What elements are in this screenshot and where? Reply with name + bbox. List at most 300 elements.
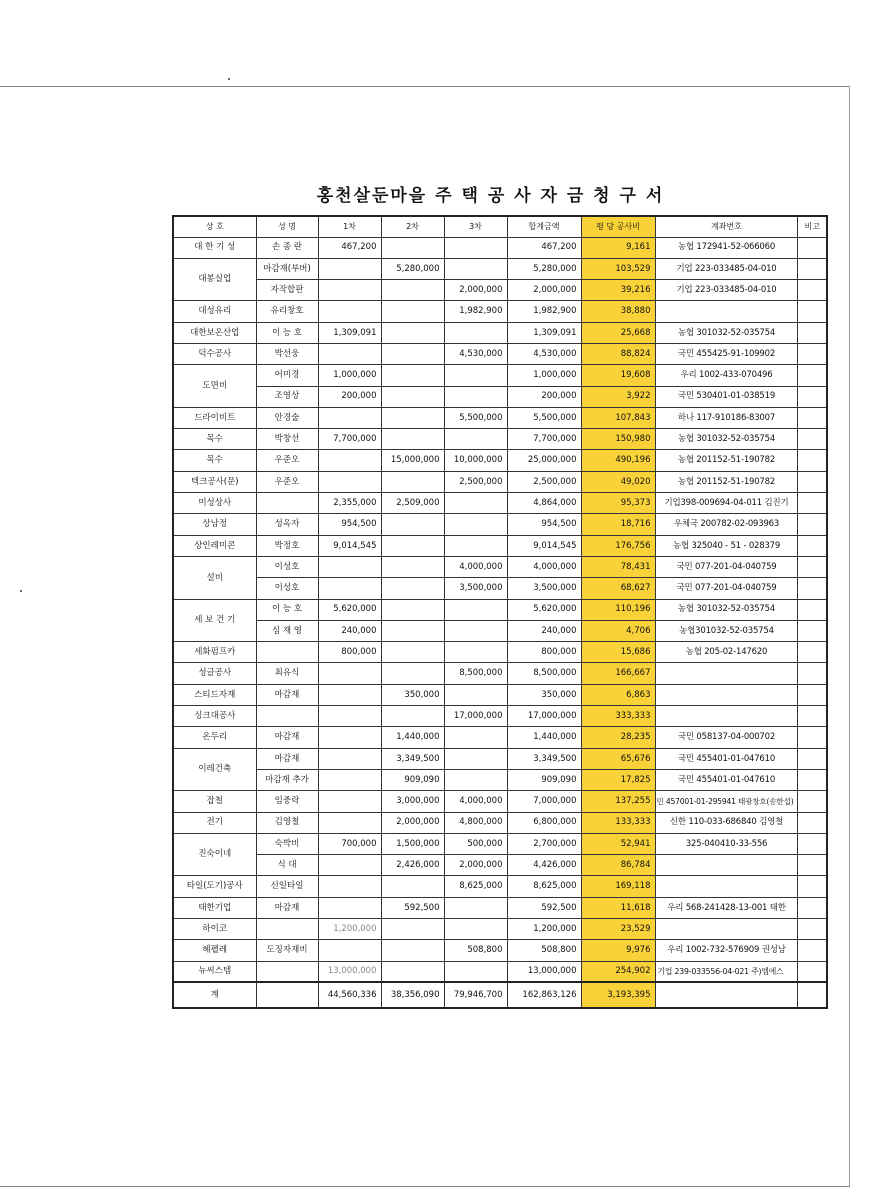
third-cell: 5,500,000 bbox=[444, 407, 507, 428]
total-cell: 17,000,000 bbox=[507, 706, 581, 727]
company-cell: 상인레미콘 bbox=[173, 535, 256, 556]
header-third: 3차 bbox=[444, 216, 507, 237]
account-cell: 국민 530401-01-038519 bbox=[655, 386, 798, 407]
per-pyeong-cell: 86,784 bbox=[581, 855, 655, 876]
table-row bbox=[173, 855, 827, 876]
second-cell bbox=[381, 343, 444, 364]
second-cell: 2,426,000 bbox=[381, 855, 444, 876]
table-row bbox=[173, 897, 827, 918]
first-cell bbox=[318, 706, 381, 727]
name-cell: 숙박비 bbox=[256, 833, 318, 854]
third-cell bbox=[444, 919, 507, 940]
first-cell: 800,000 bbox=[318, 642, 381, 663]
remark-cell bbox=[798, 343, 827, 364]
per-pyeong-cell: 150,980 bbox=[581, 429, 655, 450]
remark-cell bbox=[798, 961, 827, 982]
account-cell bbox=[655, 919, 798, 940]
remark-cell bbox=[798, 556, 827, 577]
third-cell bbox=[444, 620, 507, 641]
per-pyeong-cell: 52,941 bbox=[581, 833, 655, 854]
company-cell: 타일(도기)공사 bbox=[173, 876, 256, 897]
company-cell: 드라이비트 bbox=[173, 407, 256, 428]
company-cell: 상남정 bbox=[173, 514, 256, 535]
scan-top-border bbox=[0, 86, 850, 87]
per-pyeong-cell: 25,668 bbox=[581, 322, 655, 343]
per-pyeong-cell: 333,333 bbox=[581, 706, 655, 727]
first-cell: 7,700,000 bbox=[318, 429, 381, 450]
table-row bbox=[173, 343, 827, 364]
remark-cell bbox=[798, 748, 827, 769]
totals-label: 계 bbox=[173, 982, 256, 1008]
company-cell: 싱크대공사 bbox=[173, 706, 256, 727]
second-cell bbox=[381, 663, 444, 684]
account-cell: 우체국 200782-02-093963 bbox=[655, 514, 798, 535]
account-cell: 신한 110-033-686840 김영철 bbox=[655, 812, 798, 833]
third-cell bbox=[444, 514, 507, 535]
per-pyeong-cell: 11,618 bbox=[581, 897, 655, 918]
second-cell: 909,090 bbox=[381, 769, 444, 790]
table-row bbox=[173, 237, 827, 258]
second-cell bbox=[381, 386, 444, 407]
second-cell bbox=[381, 556, 444, 577]
name-cell: 안경술 bbox=[256, 407, 318, 428]
second-cell bbox=[381, 642, 444, 663]
per-pyeong-cell: 28,235 bbox=[581, 727, 655, 748]
total-cell: 3,500,000 bbox=[507, 578, 581, 599]
company-cell: 목수 bbox=[173, 429, 256, 450]
remark-cell bbox=[798, 407, 827, 428]
totals-account-cell bbox=[655, 982, 798, 1008]
third-cell: 4,530,000 bbox=[444, 343, 507, 364]
name-cell: 어미경 bbox=[256, 365, 318, 386]
company-cell: 온두리 bbox=[173, 727, 256, 748]
third-cell: 508,800 bbox=[444, 940, 507, 961]
name-cell: 마감재 bbox=[256, 748, 318, 769]
remark-cell bbox=[798, 386, 827, 407]
third-cell: 1,982,900 bbox=[444, 301, 507, 322]
per-pyeong-cell: 110,196 bbox=[581, 599, 655, 620]
name-cell: 김영철 bbox=[256, 812, 318, 833]
totals-name-cell bbox=[256, 982, 318, 1008]
total-cell: 7,000,000 bbox=[507, 791, 581, 812]
first-cell: 1,200,000 bbox=[318, 919, 381, 940]
table-row bbox=[173, 706, 827, 727]
second-cell bbox=[381, 471, 444, 492]
second-cell bbox=[381, 429, 444, 450]
first-cell bbox=[318, 855, 381, 876]
total-cell: 13,000,000 bbox=[507, 961, 581, 982]
per-pyeong-cell: 19,608 bbox=[581, 365, 655, 386]
account-cell: 우리 568-241428-13-001 태한 bbox=[655, 897, 798, 918]
table-row bbox=[173, 599, 827, 620]
name-cell: 마감재 bbox=[256, 897, 318, 918]
per-pyeong-cell: 490,196 bbox=[581, 450, 655, 471]
name-cell: 마감재 bbox=[256, 727, 318, 748]
account-cell: 국민 058137-04-000702 bbox=[655, 727, 798, 748]
table-row bbox=[173, 301, 827, 322]
remark-cell bbox=[798, 493, 827, 514]
document-title: 홍천살둔마을 주 택 공 사 자 금 청 구 서 bbox=[316, 186, 665, 206]
table-row bbox=[173, 876, 827, 897]
first-cell: 1,000,000 bbox=[318, 365, 381, 386]
first-cell bbox=[318, 258, 381, 279]
remark-cell bbox=[798, 535, 827, 556]
company-cell: 성글공사 bbox=[173, 663, 256, 684]
total-cell: 8,500,000 bbox=[507, 663, 581, 684]
name-cell: 신일타일 bbox=[256, 876, 318, 897]
second-cell bbox=[381, 301, 444, 322]
total-cell: 1,982,900 bbox=[507, 301, 581, 322]
name-cell: 박창선 bbox=[256, 429, 318, 450]
company-cell: 잡철 bbox=[173, 791, 256, 812]
total-cell: 1,000,000 bbox=[507, 365, 581, 386]
header-first: 1차 bbox=[318, 216, 381, 237]
total-cell: 1,200,000 bbox=[507, 919, 581, 940]
name-cell: 자작합판 bbox=[256, 280, 318, 301]
first-cell bbox=[318, 407, 381, 428]
table-row bbox=[173, 535, 827, 556]
name-cell: 도징자재비 bbox=[256, 940, 318, 961]
totals-remark-cell bbox=[798, 982, 827, 1008]
second-cell: 3,000,000 bbox=[381, 791, 444, 812]
name-cell: 유리창호 bbox=[256, 301, 318, 322]
second-cell bbox=[381, 961, 444, 982]
remark-cell bbox=[798, 578, 827, 599]
per-pyeong-cell: 38,880 bbox=[581, 301, 655, 322]
total-cell: 8,625,000 bbox=[507, 876, 581, 897]
header-per-pyeong: 평 당 공사비 bbox=[581, 216, 655, 237]
first-cell bbox=[318, 897, 381, 918]
company-cell: 대성유리 bbox=[173, 301, 256, 322]
second-cell bbox=[381, 237, 444, 258]
account-cell: 기업 239-033556-04-021 주)엠에스 bbox=[655, 961, 798, 982]
company-cell: 세 보 건 기 bbox=[173, 599, 256, 642]
name-cell bbox=[256, 919, 318, 940]
account-cell: 농협 325040 - 51 - 028379 bbox=[655, 535, 798, 556]
table-row bbox=[173, 748, 827, 769]
account-cell: 농협301032-52-035754 bbox=[655, 620, 798, 641]
per-pyeong-cell: 78,431 bbox=[581, 556, 655, 577]
first-cell bbox=[318, 769, 381, 790]
third-cell: 500,000 bbox=[444, 833, 507, 854]
per-pyeong-cell: 107,843 bbox=[581, 407, 655, 428]
first-cell bbox=[318, 343, 381, 364]
first-cell bbox=[318, 748, 381, 769]
second-cell bbox=[381, 535, 444, 556]
third-cell bbox=[444, 237, 507, 258]
remark-cell bbox=[798, 429, 827, 450]
first-cell bbox=[318, 812, 381, 833]
remark-cell bbox=[798, 365, 827, 386]
company-cell: 미성상사 bbox=[173, 493, 256, 514]
second-cell bbox=[381, 620, 444, 641]
scan-speck bbox=[228, 78, 230, 80]
name-cell: 심 재 영 bbox=[256, 620, 318, 641]
remark-cell bbox=[798, 812, 827, 833]
first-cell bbox=[318, 471, 381, 492]
third-cell: 4,800,000 bbox=[444, 812, 507, 833]
third-cell bbox=[444, 897, 507, 918]
name-cell: 박선웅 bbox=[256, 343, 318, 364]
total-cell: 2,500,000 bbox=[507, 471, 581, 492]
first-cell: 5,620,000 bbox=[318, 599, 381, 620]
third-cell bbox=[444, 748, 507, 769]
total-cell: 9,014,545 bbox=[507, 535, 581, 556]
account-cell: 국민 455401-01-047610 bbox=[655, 748, 798, 769]
per-pyeong-cell: 17,825 bbox=[581, 769, 655, 790]
remark-cell bbox=[798, 833, 827, 854]
header-name: 성 명 bbox=[256, 216, 318, 237]
total-cell: 4,530,000 bbox=[507, 343, 581, 364]
first-cell bbox=[318, 280, 381, 301]
third-cell: 17,000,000 bbox=[444, 706, 507, 727]
third-cell: 3,500,000 bbox=[444, 578, 507, 599]
total-cell: 200,000 bbox=[507, 386, 581, 407]
totals-third: 79,946,700 bbox=[444, 982, 507, 1008]
third-cell: 10,000,000 bbox=[444, 450, 507, 471]
third-cell: 8,625,000 bbox=[444, 876, 507, 897]
account-cell: 기업 223-033485-04-010 bbox=[655, 280, 798, 301]
table-row bbox=[173, 450, 827, 471]
total-cell: 909,090 bbox=[507, 769, 581, 790]
table-row bbox=[173, 258, 827, 279]
per-pyeong-cell: 254,902 bbox=[581, 961, 655, 982]
table-row bbox=[173, 919, 827, 940]
name-cell: 마감재 bbox=[256, 684, 318, 705]
second-cell: 592,500 bbox=[381, 897, 444, 918]
table-row bbox=[173, 663, 827, 684]
per-pyeong-cell: 95,373 bbox=[581, 493, 655, 514]
third-cell bbox=[444, 365, 507, 386]
table-row bbox=[173, 280, 827, 301]
first-cell bbox=[318, 663, 381, 684]
name-cell: 우준오 bbox=[256, 471, 318, 492]
account-cell: 국민 077-201-04-040759 bbox=[655, 578, 798, 599]
company-cell: 전기 bbox=[173, 812, 256, 833]
third-cell: 2,000,000 bbox=[444, 280, 507, 301]
account-cell: 하나 117-910186-83007 bbox=[655, 407, 798, 428]
first-cell bbox=[318, 301, 381, 322]
header-account: 계좌번호 bbox=[655, 216, 798, 237]
account-cell bbox=[655, 663, 798, 684]
scan-speck bbox=[20, 590, 22, 592]
table-row bbox=[173, 493, 827, 514]
table-row bbox=[173, 684, 827, 705]
name-cell: 이 능 호 bbox=[256, 599, 318, 620]
table-row bbox=[173, 769, 827, 790]
name-cell: 식 대 bbox=[256, 855, 318, 876]
per-pyeong-cell: 9,161 bbox=[581, 237, 655, 258]
account-cell: 농협 301032-52-035754 bbox=[655, 322, 798, 343]
account-cell: 국민 455401-01-047610 bbox=[655, 769, 798, 790]
account-cell: 우리 1002-732-576909 권성남 bbox=[655, 940, 798, 961]
third-cell bbox=[444, 727, 507, 748]
remark-cell bbox=[798, 450, 827, 471]
per-pyeong-cell: 9,976 bbox=[581, 940, 655, 961]
remark-cell bbox=[798, 769, 827, 790]
remark-cell bbox=[798, 258, 827, 279]
table-row bbox=[173, 961, 827, 982]
total-cell: 4,426,000 bbox=[507, 855, 581, 876]
third-cell bbox=[444, 386, 507, 407]
first-cell: 9,014,545 bbox=[318, 535, 381, 556]
company-cell: 태한기업 bbox=[173, 897, 256, 918]
name-cell bbox=[256, 961, 318, 982]
third-cell: 4,000,000 bbox=[444, 791, 507, 812]
first-cell: 13,000,000 bbox=[318, 961, 381, 982]
remark-cell bbox=[798, 706, 827, 727]
first-cell: 467,200 bbox=[318, 237, 381, 258]
remark-cell bbox=[798, 237, 827, 258]
second-cell: 5,280,000 bbox=[381, 258, 444, 279]
total-cell: 4,000,000 bbox=[507, 556, 581, 577]
company-cell: 대봉실업 bbox=[173, 258, 256, 301]
second-cell bbox=[381, 578, 444, 599]
name-cell: 우준오 bbox=[256, 450, 318, 471]
remark-cell bbox=[798, 322, 827, 343]
total-cell: 5,500,000 bbox=[507, 407, 581, 428]
account-cell: 농협 172941-52-066060 bbox=[655, 237, 798, 258]
account-cell bbox=[655, 855, 798, 876]
account-cell: 민 457001-01-295941 태광창호(송한섭) bbox=[655, 791, 798, 812]
per-pyeong-cell: 18,716 bbox=[581, 514, 655, 535]
table-row bbox=[173, 940, 827, 961]
remark-cell bbox=[798, 663, 827, 684]
per-pyeong-cell: 169,118 bbox=[581, 876, 655, 897]
name-cell: 박정호 bbox=[256, 535, 318, 556]
second-cell: 2,509,000 bbox=[381, 493, 444, 514]
account-cell: 국민 455425-91-109902 bbox=[655, 343, 798, 364]
remark-cell bbox=[798, 301, 827, 322]
company-cell: 텍크공사(문) bbox=[173, 471, 256, 492]
first-cell bbox=[318, 684, 381, 705]
second-cell: 1,500,000 bbox=[381, 833, 444, 854]
total-cell: 2,000,000 bbox=[507, 280, 581, 301]
account-cell: 325-040410-33-556 bbox=[655, 833, 798, 854]
header-second: 2차 bbox=[381, 216, 444, 237]
total-cell: 25,000,000 bbox=[507, 450, 581, 471]
total-cell: 7,700,000 bbox=[507, 429, 581, 450]
per-pyeong-cell: 49,020 bbox=[581, 471, 655, 492]
remark-cell bbox=[798, 791, 827, 812]
totals-row bbox=[173, 982, 827, 1008]
total-cell: 4,864,000 bbox=[507, 493, 581, 514]
third-cell bbox=[444, 258, 507, 279]
per-pyeong-cell: 68,627 bbox=[581, 578, 655, 599]
second-cell: 3,349,500 bbox=[381, 748, 444, 769]
second-cell bbox=[381, 365, 444, 386]
second-cell bbox=[381, 407, 444, 428]
name-cell: 이성호 bbox=[256, 578, 318, 599]
remark-cell bbox=[798, 897, 827, 918]
per-pyeong-cell: 4,706 bbox=[581, 620, 655, 641]
funding-request-table bbox=[172, 215, 828, 1009]
name-cell: 최유식 bbox=[256, 663, 318, 684]
second-cell bbox=[381, 514, 444, 535]
per-pyeong-cell: 23,529 bbox=[581, 919, 655, 940]
name-cell: 이 능 호 bbox=[256, 322, 318, 343]
account-cell bbox=[655, 301, 798, 322]
account-cell: 국민 077-201-04-040759 bbox=[655, 556, 798, 577]
company-cell: 도면비 bbox=[173, 365, 256, 408]
second-cell bbox=[381, 876, 444, 897]
total-cell: 592,500 bbox=[507, 897, 581, 918]
totals-per-pyeong: 3,193,395 bbox=[581, 982, 655, 1008]
second-cell: 1,440,000 bbox=[381, 727, 444, 748]
header-row bbox=[173, 216, 827, 237]
total-cell: 954,500 bbox=[507, 514, 581, 535]
name-cell: 조영상 bbox=[256, 386, 318, 407]
second-cell bbox=[381, 599, 444, 620]
company-cell: 덕수공사 bbox=[173, 343, 256, 364]
remark-cell bbox=[798, 280, 827, 301]
first-cell: 1,309,091 bbox=[318, 322, 381, 343]
third-cell: 4,000,000 bbox=[444, 556, 507, 577]
first-cell bbox=[318, 727, 381, 748]
table-row bbox=[173, 620, 827, 641]
name-cell: 손 종 란 bbox=[256, 237, 318, 258]
account-cell: 기업 223-033485-04-010 bbox=[655, 258, 798, 279]
company-cell: 대한보온산업 bbox=[173, 322, 256, 343]
table-row bbox=[173, 471, 827, 492]
per-pyeong-cell: 65,676 bbox=[581, 748, 655, 769]
table-row bbox=[173, 642, 827, 663]
per-pyeong-cell: 39,216 bbox=[581, 280, 655, 301]
third-cell: 2,500,000 bbox=[444, 471, 507, 492]
per-pyeong-cell: 15,686 bbox=[581, 642, 655, 663]
account-cell: 농협 205-02-147620 bbox=[655, 642, 798, 663]
total-cell: 3,349,500 bbox=[507, 748, 581, 769]
scan-right-border bbox=[849, 86, 850, 1186]
total-cell: 1,440,000 bbox=[507, 727, 581, 748]
third-cell bbox=[444, 493, 507, 514]
header-total: 합계금액 bbox=[507, 216, 581, 237]
per-pyeong-cell: 3,922 bbox=[581, 386, 655, 407]
third-cell: 8,500,000 bbox=[444, 663, 507, 684]
second-cell bbox=[381, 322, 444, 343]
company-cell: 이레건축 bbox=[173, 748, 256, 791]
per-pyeong-cell: 6,863 bbox=[581, 684, 655, 705]
table-row bbox=[173, 556, 827, 577]
total-cell: 1,309,091 bbox=[507, 322, 581, 343]
name-cell bbox=[256, 642, 318, 663]
first-cell bbox=[318, 556, 381, 577]
name-cell: 성옥자 bbox=[256, 514, 318, 535]
total-cell: 2,700,000 bbox=[507, 833, 581, 854]
company-cell: 하이코 bbox=[173, 919, 256, 940]
table-row bbox=[173, 386, 827, 407]
first-cell: 200,000 bbox=[318, 386, 381, 407]
remark-cell bbox=[798, 876, 827, 897]
remark-cell bbox=[798, 514, 827, 535]
totals-total: 162,863,126 bbox=[507, 982, 581, 1008]
name-cell: 이성호 bbox=[256, 556, 318, 577]
table-row bbox=[173, 429, 827, 450]
scan-bottom-border bbox=[0, 1186, 850, 1187]
name-cell: 임중락 bbox=[256, 791, 318, 812]
account-cell: 우리 1002-433-070496 bbox=[655, 365, 798, 386]
table-row bbox=[173, 514, 827, 535]
account-cell: 농협 301032-52-035754 bbox=[655, 429, 798, 450]
header-remark: 비고 bbox=[798, 216, 827, 237]
second-cell bbox=[381, 940, 444, 961]
name-cell: 마감재 추가 bbox=[256, 769, 318, 790]
first-cell bbox=[318, 876, 381, 897]
per-pyeong-cell: 103,529 bbox=[581, 258, 655, 279]
company-cell: 대 한 기 성 bbox=[173, 237, 256, 258]
third-cell bbox=[444, 961, 507, 982]
table-row bbox=[173, 727, 827, 748]
